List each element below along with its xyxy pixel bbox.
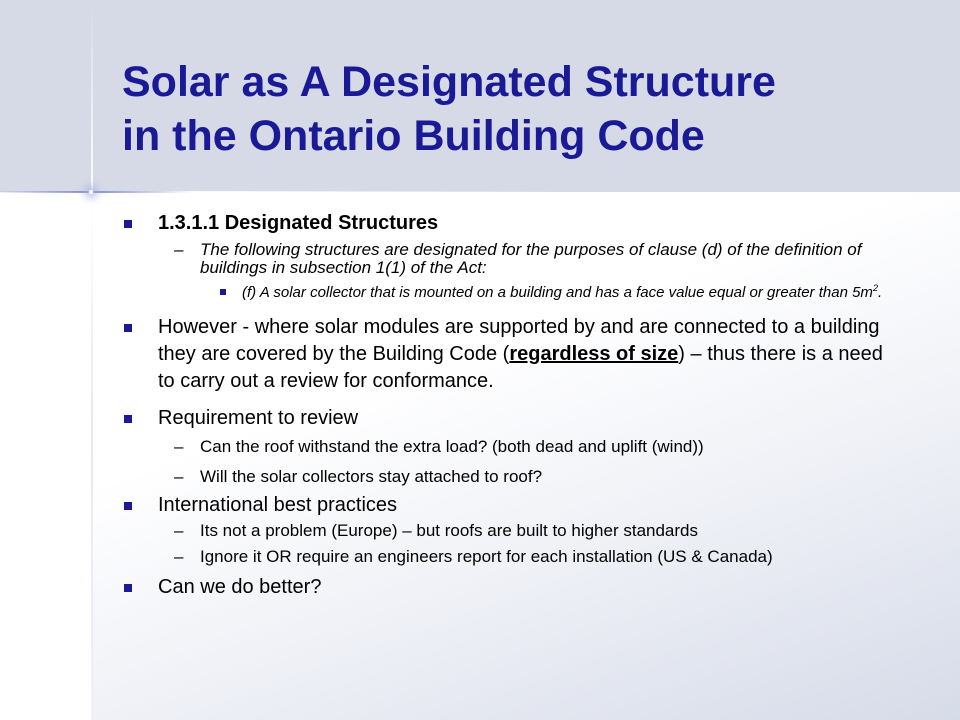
bullet-text: Requirement to review — [158, 407, 359, 429]
bullet-requirement — [122, 405, 892, 432]
sub-sub-bullet-text: (f) A solar collector that is mounted on a building and has a face value equal or greater than 5m — [242, 284, 873, 301]
bullet-emphasis: regardless of size — [509, 343, 679, 365]
superscript: 2 — [872, 283, 878, 293]
sub-bullet-roof-load — [122, 438, 892, 456]
square-bullet-icon — [124, 220, 132, 228]
left-band — [0, 192, 92, 720]
slide-title — [122, 55, 922, 163]
bullet-text: International best practices — [158, 494, 398, 516]
square-bullet-icon — [124, 584, 132, 592]
bullet-international — [122, 492, 892, 519]
sub-bullet-text: Can the roof withstand the extra load? (both dead and uplift (wind)) — [200, 437, 704, 456]
square-bullet-icon — [124, 415, 132, 423]
bullet-however — [122, 314, 892, 395]
slide-body — [122, 210, 892, 608]
dash-icon: – — [174, 547, 184, 566]
sparkle-icon — [89, 190, 93, 194]
sub-sub-bullet-end: . — [877, 284, 883, 301]
horizontal-accent-line — [0, 191, 960, 193]
dash-icon: – — [174, 521, 184, 540]
vertical-accent-line — [91, 0, 93, 720]
square-bullet-icon — [124, 502, 132, 510]
square-bullet-icon — [220, 289, 226, 295]
sub-bullet-designation — [122, 241, 892, 277]
dash-icon: – — [174, 467, 184, 486]
bullet-text: 1.3.1.1 Designated Structures — [158, 212, 439, 234]
dash-icon: – — [174, 437, 184, 456]
sub-bullet-text: Its not a problem (Europe) – but roofs are built to higher standards — [200, 521, 698, 540]
sub-bullet-text: Will the solar collectors stay attached to roof? — [200, 467, 543, 486]
sub-bullet-attached — [122, 468, 892, 486]
title-line-1: Solar as A Designated Structure — [122, 58, 776, 106]
sub-bullet-europe — [122, 522, 892, 540]
bullet-text-b: ) – thus there is a need to carry out a review for conformance. — [158, 343, 883, 392]
square-bullet-icon — [124, 324, 132, 332]
sub-bullet-text: Ignore it OR require an engineers report for each installation (US & Canada) — [200, 547, 773, 566]
bullet-text-a: However - where solar modules are supported by and are connected to a building they are covered by the Building Code ( — [158, 316, 880, 365]
sub-bullet-text: The following structures are designated for the purposes of clause (d) of the definition of buildings in subsection 1(1) of the Act: — [200, 240, 862, 277]
title-line-2: in the Ontario Building Code — [122, 112, 705, 160]
bullet-text: Can we do better? — [158, 576, 322, 598]
sub-sub-bullet-solar-collector — [122, 285, 892, 300]
bullet-can-we-do-better — [122, 574, 892, 601]
sub-bullet-us-canada — [122, 548, 892, 566]
dash-icon: – — [174, 240, 184, 259]
bullet-designated-structures — [122, 210, 892, 236]
